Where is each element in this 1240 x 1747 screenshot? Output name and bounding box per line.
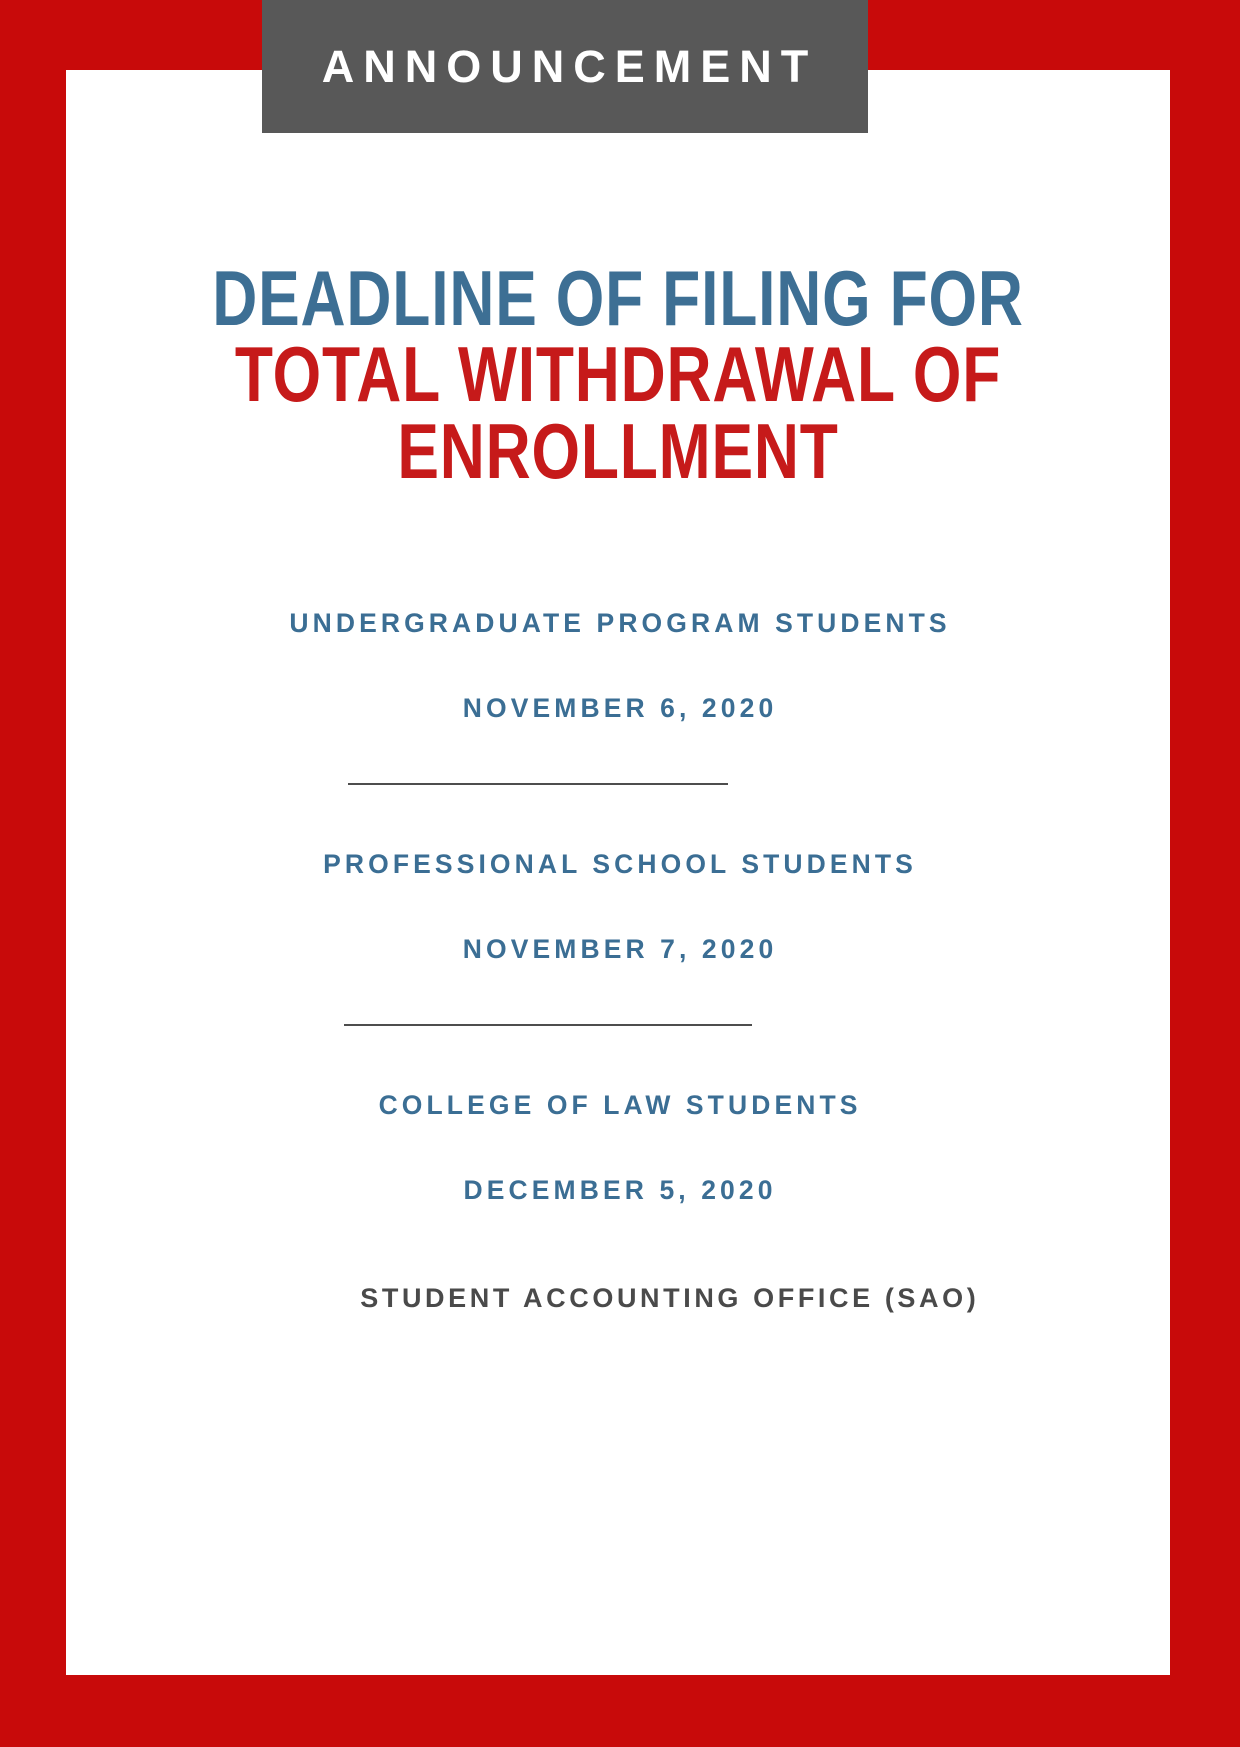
issuing-office-label: STUDENT ACCOUNTING OFFICE (SAO) bbox=[360, 1283, 980, 1313]
headline-block bbox=[66, 254, 1170, 495]
footer-block bbox=[66, 1285, 1170, 1312]
announcement-banner bbox=[262, 0, 868, 133]
section-date-undergraduate: NOVEMBER 6, 2020 bbox=[462, 692, 778, 723]
section-divider-1 bbox=[348, 783, 728, 785]
spacer bbox=[66, 637, 1170, 695]
schedule-block bbox=[66, 610, 1170, 1203]
section-label-professional-school: PROFESSIONAL SCHOOL STUDENTS bbox=[323, 849, 917, 879]
headline-line-1: DEADLINE OF FILING FOR bbox=[212, 254, 1024, 342]
headline-line-3: ENROLLMENT bbox=[397, 406, 839, 495]
poster-content bbox=[66, 70, 1170, 1675]
spacer bbox=[66, 1026, 1170, 1092]
headline-line-2: TOTAL WITHDRAWAL OF bbox=[234, 330, 1002, 419]
section-date-college-of-law: DECEMBER 5, 2020 bbox=[463, 1174, 777, 1205]
section-divider-2 bbox=[344, 1024, 752, 1026]
section-label-college-of-law: COLLEGE OF LAW STUDENTS bbox=[378, 1090, 862, 1120]
spacer bbox=[66, 721, 1170, 783]
announcement-banner-label: ANNOUNCEMENT bbox=[321, 41, 818, 92]
spacer bbox=[66, 1119, 1170, 1177]
section-date-professional-school: NOVEMBER 7, 2020 bbox=[462, 933, 778, 964]
spacer bbox=[66, 878, 1170, 936]
spacer bbox=[66, 785, 1170, 851]
spacer bbox=[66, 962, 1170, 1024]
section-label-undergraduate: UNDERGRADUATE PROGRAM STUDENTS bbox=[289, 608, 951, 638]
